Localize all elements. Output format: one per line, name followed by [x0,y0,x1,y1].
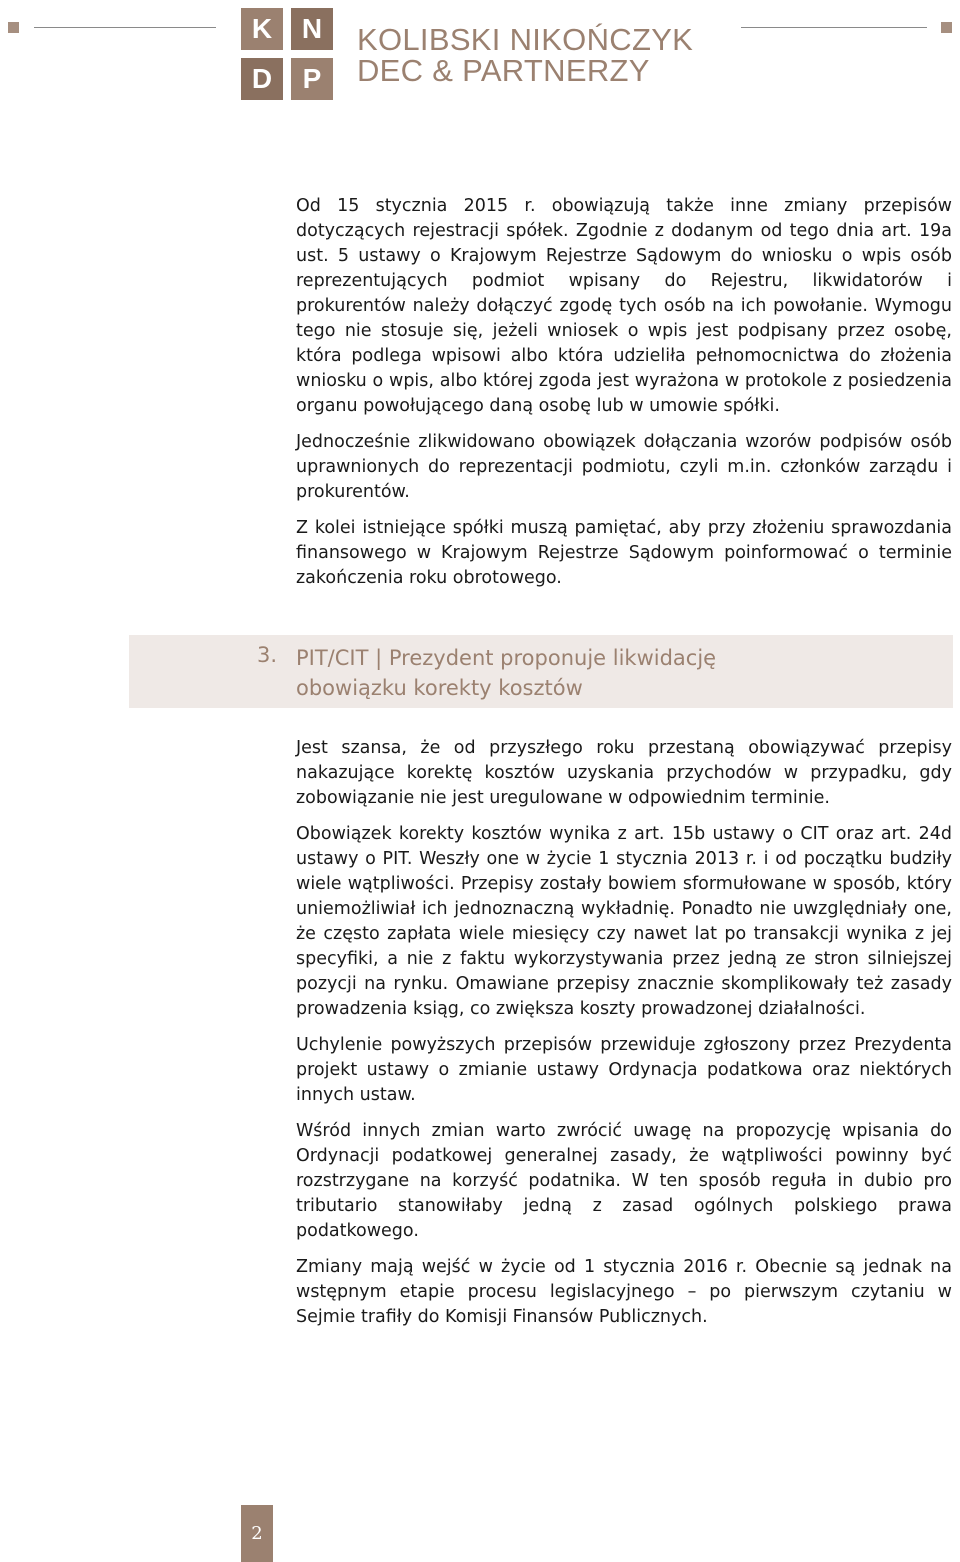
section-title [296,643,936,703]
section-body [296,736,952,1341]
logo-letter-n: N [291,8,333,50]
header-rule-left [34,27,216,28]
logo-letter-k: K [241,8,283,50]
brand-name-line2: DEC & PARTNERZY [357,53,650,88]
logo-letter-d: D [241,58,283,100]
section-number: 3. [257,643,278,667]
section-title-line2: obowiązku korekty kosztów [296,676,583,700]
paragraph: Uchylenie powyższych przepisów przewiduje zgłoszony przez Prezydenta projekt ustawy o zmianie ustawy Ordynacja podatkowa oraz niektórych innych ustaw. [296,1035,952,1105]
brand-name-line1: KOLIBSKI NIKOŃCZYK [357,22,694,57]
paragraph: Jednocześnie zlikwidowano obowiązek dołączania wzorów podpisów osób uprawnionych do reprezentacji podmiotu, czyli m.in. członków zarządu i prokurentów. [296,432,952,502]
logo-letter-p: P [291,58,333,100]
paragraph: Zmiany mają wejść w życie od 1 stycznia 2016 r. Obecnie są jednak na wstępnym etapie procesu legislacyjnego – po pierwszym czytaniu w Sejmie trafiły do Komisji Finansów Publicznych. [296,1257,952,1327]
paragraph: Obowiązek korekty kosztów wynika z art. 15b ustawy o CIT oraz art. 24d ustawy o PIT. Weszły one w życie 1 stycznia 2013 r. i od początku budziły wiele wątpliwości. Przepisy zostały bowiem sformułowane w sposób, który uniemożliwiał ich jednoznaczną wykładnię. Ponadto nie uwzględniały one, że często zapłata wiele miesięcy czy nawet lat po transakcji wynika z jej specyfiki, a nie z faktu wykorzystywania przez jedną ze stron silniejszej pozycji na rynku. Omawiane przepisy znacznie skomplikowały też zasady prowadzenia ksiąg, co zwiększa koszty prowadzonej działalności. [296,824,952,1019]
paragraph: Od 15 stycznia 2015 r. obowiązują także inne zmiany przepisów dotyczących rejestracji spółek. Zgodnie z dodanym od tego dnia art. 19a ust. 5 ustawy o Krajowym Rejestrze Sądowym do wniosku o wpis osób reprezentujących podmiot wpisany do Rejestru, likwidatorów i prokurentów należy dołączyć zgodę tych osób na ich powołanie. Wymogu tego nie stosuje się, jeżeli wniosek o wpis jest podpisany przez osobę, która podlega wpisowi albo która udzieliła pełnomocnictwa do złożenia wniosku o wpis, albo której zgoda jest wyrażona w protokole z posiedzenia organu powołującego daną osobę lub w umowie spółki. [296,196,952,416]
paragraph: Jest szansa, że od przyszłego roku przestaną obowiązywać przepisy nakazujące korektę kosztów uzyskania przychodów w przypadku, gdy zobowiązanie nie jest uregulowane w odpowiednim terminie. [296,738,952,808]
page-number: 2 [241,1505,273,1562]
header-rule-right [741,27,927,28]
header-square-right [941,22,952,33]
header-square-left [8,22,19,33]
intro-text [296,194,952,602]
paragraph: Wśród innych zmian warto zwrócić uwagę na propozycję wpisania do Ordynacji podatkowej generalnej zasady, że wątpliwości powinny być rozstrzygane na korzyść podatnika. W ten sposób reguła in dubio pro tributario stanowiłaby jedną z zasad ogólnych polskiego prawa podatkowego. [296,1121,952,1241]
paragraph: Z kolei istniejące spółki muszą pamiętać, aby przy złożeniu sprawozdania finansowego w Krajowym Rejestrze Sądowym poinformować o terminie zakończenia roku obrotowego. [296,518,952,588]
section-title-line1: PIT/CIT | Prezydent proponuje likwidację [296,646,717,670]
